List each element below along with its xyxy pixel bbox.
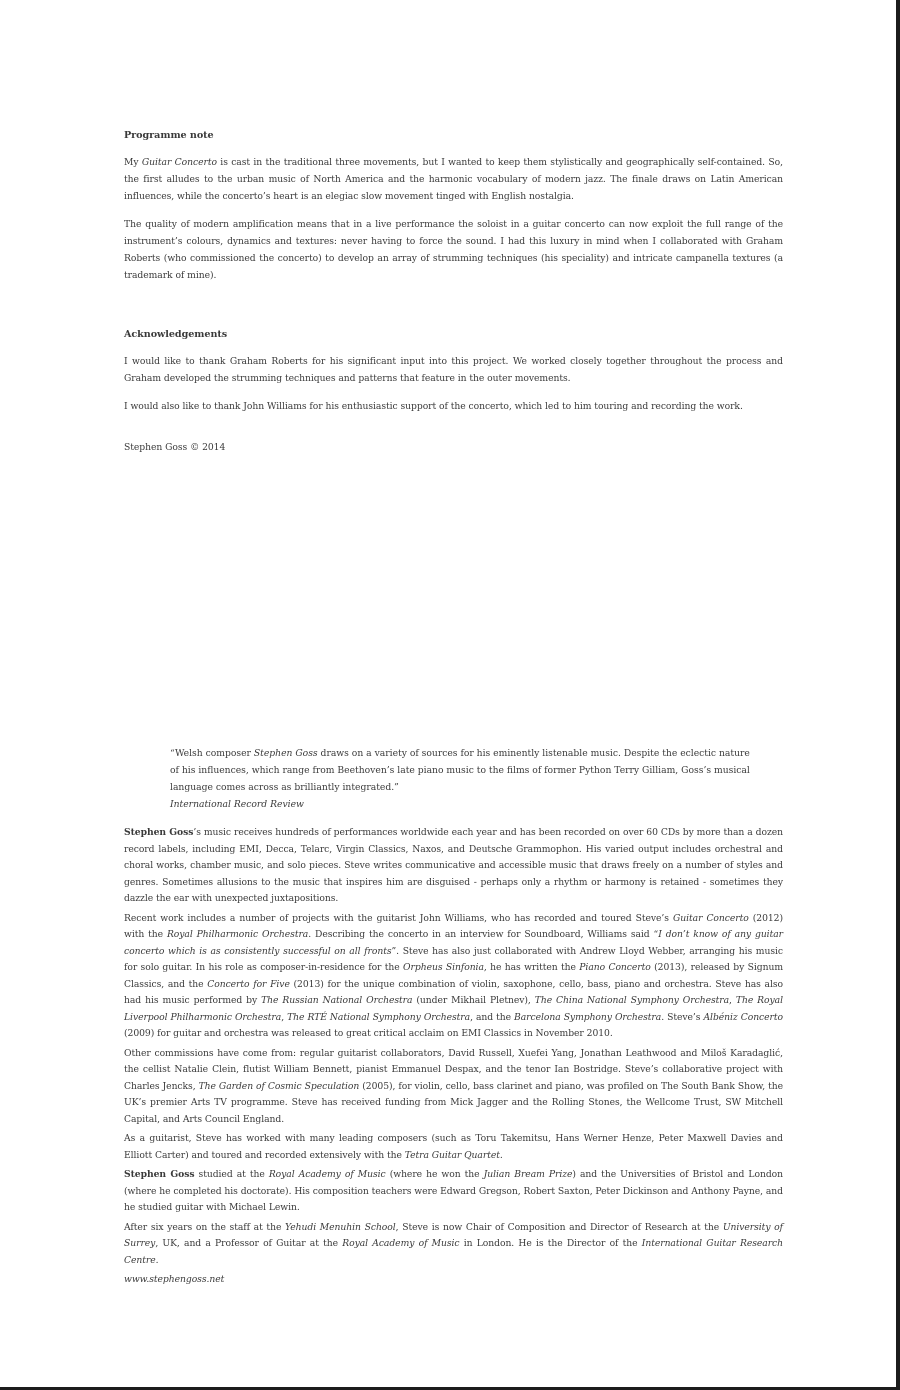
acknowledgements-paragraph-2: I would also like to thank John Williams for his enthusiastic support of the concerto, which led to him touring and recording the work. [124,401,743,412]
section-spacer [124,295,783,326]
review-quote-text: “Welsh composer Stephen Goss draws on a variety of sources for his eminently listenable music. Despite the eclectic nature of his influences, which range from Beethoven’s late piano music to the films of former Python Terry Gilliam, Goss’s musical language comes across as brilliantly integrated.” [170,748,750,793]
italic-text: Piano Concerto [579,962,651,973]
bio-paragraph-3: Other commissions have come from: regular guitarist collaborators, David Russell, Xuefei Yang, Jonathan Leathwood and Miloš Karadaglić, the cellist Natalie Clein, flutist William Bennett, pianist Emmanuel Despax, and the tenor Ian Bostridge. Steve’s collaborative project with Charles Jencks, The Garden of Cosmic Speculation (2005), for violin, cello, bass clarinet and piano, was profiled on The South Bank Show, the UK’s premier Arts TV programme. Steve has received funding from Mick Jagger and the Rolling Stones, the Wellcome Trust, SW Mitchell Capital, and Arts Council England. [124,1047,784,1125]
programme-note-paragraph-1: My Guitar Concerto is cast in the traditional three movements, but I wanted to keep them stylistically and geographically self-contained. So, the first alludes to the urban music of North America and the harmonic vocabulary of modern jazz. The finale draws on Latin American influences, while the concerto’s heart is an elegiac slow movement tinged with English nostalgia. [124,157,783,202]
italic-text: Julian Bream Prize [483,1169,573,1180]
programme-note-heading: Programme note [124,130,214,141]
italic-text: The Garden of Cosmic Speculation [198,1080,360,1092]
bio-paragraph-4: As a guitarist, Steve has worked with many leading composers (such as Toru Takemitsu, Hans Werner Henze, Peter Maxwell Davies and Elliott Carter) and toured and recorded extensively with the Tetra Guitar Quartet. [124,1133,783,1161]
italic-text: Concerto for Five [207,978,290,990]
bio-paragraph-2: Recent work includes a number of projects with the guitarist John Williams, who has recorded and toured Steve’s Guitar Concerto (2012) with the Royal Philharmonic Orchestra. Describing the concerto in an interview for Soundboard, Williams said “I don’t know of any guitar concerto which is as consistently successful on all fronts”. Steve has also just collaborated with Andrew Lloyd Webber, arranging his music for solo guitar. In his role as composer-in-residence for the Orpheus Sinfonia, he has written the Piano Concerto (2013), released by Signum Classics, and the Concerto for Five (2013) for the unique combination of violin, saxophone, cello, bass, piano and orchestra. Steve has also had his music performed by The Russian National Orchestra (under Mikhail Pletnev), The China National Symphony Orchestra, The Royal Liverpool Philharmonic Orchestra, The RTÉ National Symphony Orchestra, and the Barcelona Symphony Orchestra. Steve’s Albéniz Concerto (2009) for guitar and orchestra was released to great critical acclaim on EMI Classics in November 2010. [124,912,784,1039]
italic-text: Royal Philharmonic Orchestra [166,929,309,940]
copyright-credit: Stephen Goss © 2014 [124,442,226,453]
italic-text: International Guitar Research Centre [124,1238,783,1266]
composer-biography [124,825,783,1292]
italic-text: The China National Symphony Orchestra [534,995,730,1006]
italic-text: Guitar Concerto [672,912,749,924]
website-link[interactable]: www.stephengoss.net [124,1274,225,1285]
italic-text: I don’t know of any guitar concerto which is as consistently successful on all fronts [124,929,783,957]
programme-note-section [124,127,783,456]
italic-text: The Russian National Orchestra [261,995,413,1006]
italic-text: Guitar Concerto [141,157,217,168]
programme-note-paragraph-2: The quality of modern amplification means that in a live performance the soloist in a guitar concerto can now exploit the full range of the instrument’s colours, dynamics and textures: never having to force the sound. I had this luxury in mind when I collaborated with Graham Roberts (who commissioned the concerto) to develop an array of strumming techniques (his speciality) and intricate campanella textures (a trademark of mine). [124,219,783,281]
italic-text: Albéniz Concerto [703,1011,784,1023]
bio-paragraph-6: After six years on the staff at the Yehudi Menuhin School, Steve is now Chair of Composition and Director of Research at the University of Surrey, UK, and a Professor of Guitar at the Royal Academy of Music in London. He is the Director of the International Guitar Research Centre. [124,1221,783,1266]
review-quote [170,745,750,813]
acknowledgements-heading: Acknowledgements [124,329,228,340]
italic-text: Royal Academy of Music [342,1238,460,1249]
bio-paragraph-5: Stephen Goss studied at the Royal Academy of Music (where he won the Julian Bream Prize) and the Universities of Bristol and London (where he completed his doctorate). His composition teachers were Edward Gregson, Robert Saxton, Peter Dickinson and Anthony Payne, and he studied guitar with Michael Lewin. [124,1169,783,1213]
bold-text: Stephen Goss [124,1169,195,1180]
bio-paragraph-1: Stephen Goss’s music receives hundreds of performances worldwide each year and has been recorded on over 60 CDs by more than a dozen record labels, including EMI, Decca, Telarc, Virgin Classics, Naxos, and Deutsche Grammophon. His varied output includes orchestral and choral works, chamber music, and solo pieces. Steve writes communicative and accessible music that draws freely on a number of styles and genres. Sometimes allusions to the music that inspires him are disguised - perhaps only a rhythm or harmony is retained - sometimes they dazzle the ear with unexpected juxtapositions. [124,827,783,904]
italic-text: Royal Academy of Music [268,1169,386,1180]
italic-text: University of Surrey [124,1221,783,1249]
italic-text: The RTÉ National Symphony Orchestra [287,1011,471,1023]
page-edge-right [896,0,900,1390]
italic-text: Tetra Guitar Quartet [404,1149,500,1161]
italic-text: Barcelona Symphony Orchestra [514,1011,662,1023]
italic-text: The Royal Liverpool Philharmonic Orchestra [124,995,783,1023]
bold-text: Stephen Goss [124,827,194,838]
review-quote-source: International Record Review [170,799,304,810]
italic-text: Yehudi Menuhin School [285,1221,396,1233]
italic-text: Stephen Goss [253,748,318,759]
acknowledgements-paragraph-1: I would like to thank Graham Roberts for his significant input into this project. We worked closely together throughout the process and Graham developed the strumming techniques and patterns that feature in the outer movements. [124,356,783,384]
italic-text: Orpheus Sinfonia [403,962,484,973]
